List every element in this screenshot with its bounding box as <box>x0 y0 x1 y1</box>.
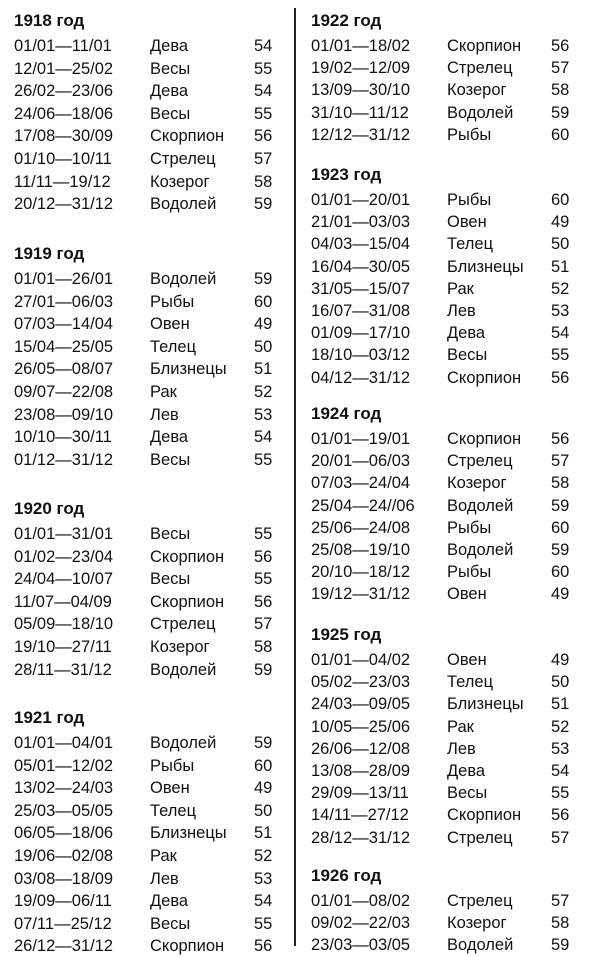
sign-number: 57 <box>551 59 570 78</box>
table-row <box>14 845 284 867</box>
zodiac-sign: Дева <box>150 892 189 911</box>
sign-number: 55 <box>254 59 273 78</box>
zodiac-sign: Водолей <box>447 496 514 515</box>
table-row <box>311 79 581 101</box>
date-range: 11/07—04/09 <box>14 592 112 611</box>
date-range: 05/09—18/10 <box>14 615 114 634</box>
table-row <box>14 358 284 380</box>
sign-number: 57 <box>551 452 570 471</box>
date-range: 24/03—09/05 <box>311 695 411 714</box>
date-range: 10/10—30/11 <box>14 428 112 447</box>
date-range: 07/11—25/12 <box>14 914 112 933</box>
date-range: 23/08—09/10 <box>14 405 114 424</box>
date-range: 01/01—26/01 <box>14 270 114 288</box>
zodiac-sign: Стрелец <box>447 892 513 910</box>
sign-number: 60 <box>551 125 570 144</box>
table-row <box>14 291 284 313</box>
table-row <box>14 546 284 568</box>
table-row <box>14 523 284 545</box>
table-row <box>14 591 284 613</box>
table-row <box>311 322 581 344</box>
date-range: 23/03—03/05 <box>311 936 411 955</box>
table-row <box>311 827 581 849</box>
zodiac-sign: Телец <box>150 801 197 820</box>
zodiac-sign: Весы <box>150 525 191 543</box>
table-row <box>14 381 284 403</box>
table-row <box>14 313 284 335</box>
date-range: 25/06—24/08 <box>311 518 411 537</box>
sign-number: 53 <box>551 302 570 320</box>
sign-number: 60 <box>551 563 570 582</box>
table-row <box>14 103 284 125</box>
table-row <box>14 636 284 658</box>
zodiac-sign: Стрелец <box>150 150 216 168</box>
sign-number: 56 <box>254 127 273 146</box>
table-row <box>14 613 284 635</box>
sign-number: 59 <box>551 103 570 122</box>
table-row <box>311 189 581 211</box>
zodiac-sign: Водолей <box>150 660 217 679</box>
zodiac-sign: Скорпион <box>150 547 225 566</box>
date-range: 01/01—20/01 <box>311 191 411 209</box>
date-range: 26/05—08/07 <box>14 360 114 379</box>
date-range: 28/11—31/12 <box>14 660 112 679</box>
zodiac-sign: Водолей <box>447 103 514 122</box>
sign-number: 49 <box>551 585 570 604</box>
date-range: 25/08—19/10 <box>311 541 411 559</box>
table-row <box>311 278 581 300</box>
table-row <box>311 583 581 605</box>
table-row <box>311 211 581 233</box>
table-row <box>311 495 581 517</box>
sign-number: 59 <box>254 734 273 752</box>
sign-number: 52 <box>551 279 570 298</box>
zodiac-sign: Дева <box>447 324 486 343</box>
sign-number: 54 <box>551 324 570 343</box>
date-range: 20/12—31/12 <box>14 195 114 214</box>
date-range: 05/02—23/03 <box>311 673 411 692</box>
date-range: 01/01—04/02 <box>311 651 411 669</box>
sign-number: 59 <box>551 496 570 515</box>
sign-number: 57 <box>254 150 273 168</box>
date-range: 31/10—11/12 <box>311 103 409 122</box>
sign-number: 55 <box>254 914 273 933</box>
zodiac-sign: Рыбы <box>447 191 492 209</box>
sign-number: 54 <box>254 428 273 447</box>
zodiac-sign: Скорпион <box>447 37 522 55</box>
year-heading: 1926 год <box>311 866 382 885</box>
date-range: 07/03—24/04 <box>311 474 411 493</box>
date-range: 01/12—31/12 <box>14 450 114 469</box>
table-row <box>311 738 581 760</box>
sign-number: 60 <box>254 292 273 311</box>
date-range: 13/02—24/03 <box>14 779 114 798</box>
sign-number: 51 <box>254 360 273 379</box>
sign-number: 52 <box>254 847 273 865</box>
date-range: 28/12—31/12 <box>311 828 411 847</box>
sign-number: 56 <box>551 430 570 448</box>
zodiac-sign: Рыбы <box>447 563 492 582</box>
zodiac-sign: Весы <box>447 346 488 365</box>
date-range: 09/07—22/08 <box>14 383 114 401</box>
date-range: 10/05—25/06 <box>311 717 411 736</box>
table-row <box>14 125 284 147</box>
date-range: 04/03—15/04 <box>311 235 411 254</box>
zodiac-sign: Рак <box>447 279 474 298</box>
zodiac-sign: Скорпион <box>447 430 522 448</box>
date-range: 26/06—12/08 <box>311 739 411 758</box>
date-range: 12/01—25/02 <box>14 59 114 78</box>
sign-number: 51 <box>551 695 570 714</box>
table-row <box>14 913 284 935</box>
date-range: 20/10—18/12 <box>311 563 411 582</box>
sign-number: 54 <box>254 892 273 911</box>
date-range: 25/03—05/05 <box>14 801 114 820</box>
date-range: 25/04—24//06 <box>311 496 415 515</box>
date-range: 01/01—04/01 <box>14 734 114 752</box>
zodiac-sign: Рыбы <box>150 756 195 775</box>
table-row <box>14 148 284 170</box>
sign-number: 56 <box>551 37 570 55</box>
zodiac-sign: Козерог <box>150 172 210 191</box>
date-range: 24/04—10/07 <box>14 570 114 589</box>
year-heading: 1922 год <box>311 11 382 30</box>
year-heading: 1924 год <box>311 404 382 423</box>
year-heading: 1923 год <box>311 165 382 184</box>
sign-number: 56 <box>551 806 570 825</box>
sign-number: 51 <box>254 824 273 843</box>
table-row <box>311 760 581 782</box>
table-row <box>14 868 284 890</box>
zodiac-sign: Водолей <box>150 270 217 288</box>
zodiac-sign: Дева <box>150 428 189 447</box>
sign-number: 60 <box>254 756 273 775</box>
sign-number: 49 <box>551 651 570 669</box>
zodiac-sign: Скорпион <box>447 806 522 825</box>
zodiac-sign: Козерог <box>447 81 507 100</box>
date-range: 11/11—19/12 <box>14 172 111 191</box>
zodiac-sign: Стрелец <box>150 615 216 634</box>
zodiac-sign: Телец <box>447 673 494 692</box>
zodiac-sign: Весы <box>447 784 488 803</box>
sign-number: 58 <box>254 638 273 656</box>
sign-number: 58 <box>254 172 273 191</box>
sign-number: 53 <box>551 739 570 758</box>
year-heading: 1919 год <box>14 244 85 263</box>
zodiac-sign: Весы <box>150 914 191 933</box>
sign-number: 54 <box>254 37 273 55</box>
table-row <box>311 57 581 79</box>
sign-number: 60 <box>551 518 570 537</box>
table-row <box>14 404 284 426</box>
sign-number: 58 <box>551 81 570 100</box>
year-heading: 1920 год <box>14 499 85 518</box>
zodiac-sign: Овен <box>447 213 487 232</box>
date-range: 19/02—12/09 <box>311 59 411 78</box>
date-range: 09/02—22/03 <box>311 914 411 933</box>
table-row <box>311 934 581 956</box>
zodiac-sign: Весы <box>150 104 191 123</box>
sign-number: 56 <box>254 592 273 611</box>
sign-number: 52 <box>551 717 570 736</box>
year-heading: 1918 год <box>14 11 85 30</box>
zodiac-sign: Близнецы <box>150 360 227 379</box>
zodiac-sign: Лев <box>447 302 476 320</box>
date-range: 16/07—31/08 <box>311 302 411 320</box>
date-range: 24/06—18/06 <box>14 104 114 123</box>
table-row <box>311 450 581 472</box>
zodiac-sign: Козерог <box>447 474 507 493</box>
table-row <box>14 822 284 844</box>
zodiac-sign: Козерог <box>150 638 210 656</box>
sign-number: 55 <box>254 525 273 543</box>
zodiac-sign: Дева <box>150 37 189 55</box>
sign-number: 59 <box>254 660 273 679</box>
sign-number: 49 <box>254 779 273 798</box>
sign-number: 57 <box>551 828 570 847</box>
table-row <box>14 777 284 799</box>
zodiac-sign: Рыбы <box>447 518 492 537</box>
table-row <box>311 539 581 561</box>
zodiac-sign: Стрелец <box>447 452 513 471</box>
date-range: 03/08—18/09 <box>14 869 114 888</box>
table-row <box>311 890 581 912</box>
table-row <box>14 426 284 448</box>
table-row <box>311 344 581 366</box>
date-range: 19/10—27/11 <box>14 638 112 656</box>
table-row <box>311 428 581 450</box>
sign-number: 60 <box>551 191 570 209</box>
date-range: 13/09—30/10 <box>311 81 411 100</box>
sign-number: 58 <box>551 914 570 933</box>
sign-number: 50 <box>254 337 273 356</box>
table-row <box>311 804 581 826</box>
table-row <box>311 124 581 146</box>
date-range: 01/01—11/01 <box>14 37 112 55</box>
table-row <box>14 449 284 471</box>
date-range: 26/02—23/06 <box>14 82 114 101</box>
zodiac-sign: Водолей <box>447 936 514 955</box>
zodiac-sign: Водолей <box>150 734 217 752</box>
date-range: 31/05—15/07 <box>311 279 411 298</box>
zodiac-sign: Весы <box>150 450 191 469</box>
zodiac-sign: Телец <box>150 337 197 356</box>
sign-number: 52 <box>254 383 273 401</box>
sign-number: 51 <box>551 257 570 276</box>
table-row <box>14 336 284 358</box>
year-heading: 1925 год <box>311 625 382 644</box>
date-range: 26/12—31/12 <box>14 937 114 956</box>
sign-number: 55 <box>254 104 273 123</box>
column-divider <box>294 8 296 946</box>
sign-number: 53 <box>254 869 273 888</box>
sign-number: 59 <box>254 195 273 214</box>
table-row <box>311 367 581 389</box>
date-range: 04/12—31/12 <box>311 368 411 387</box>
date-range: 19/09—06/11 <box>14 892 112 911</box>
zodiac-sign: Овен <box>150 315 190 334</box>
zodiac-sign: Рыбы <box>447 125 492 144</box>
table-row <box>311 517 581 539</box>
table-row <box>311 472 581 494</box>
table-row <box>14 732 284 754</box>
zodiac-sign: Стрелец <box>447 59 513 78</box>
date-range: 14/11—27/12 <box>311 806 409 825</box>
date-range: 17/08—30/09 <box>14 127 114 146</box>
date-range: 15/04—25/05 <box>14 337 114 356</box>
zodiac-sign: Скорпион <box>150 127 225 146</box>
sign-number: 50 <box>551 673 570 692</box>
sign-number: 59 <box>254 270 273 288</box>
zodiac-sign: Скорпион <box>150 937 225 956</box>
date-range: 06/05—18/06 <box>14 824 114 843</box>
table-row <box>311 912 581 934</box>
table-row <box>14 171 284 193</box>
table-row <box>311 561 581 583</box>
table-row <box>311 300 581 322</box>
sign-number: 57 <box>551 892 570 910</box>
zodiac-sign: Козерог <box>447 914 507 933</box>
zodiac-sign: Водолей <box>447 541 514 559</box>
zodiac-sign: Скорпион <box>447 368 522 387</box>
date-range: 05/01—12/02 <box>14 756 114 775</box>
date-range: 01/01—08/02 <box>311 892 411 910</box>
date-range: 16/04—30/05 <box>311 257 411 276</box>
sign-number: 56 <box>254 547 273 566</box>
zodiac-sign: Рыбы <box>150 292 195 311</box>
zodiac-sign: Лев <box>150 405 179 424</box>
zodiac-sign: Близнецы <box>447 695 524 714</box>
date-range: 29/09—13/11 <box>311 784 409 803</box>
table-row <box>14 800 284 822</box>
table-row <box>14 80 284 102</box>
table-row <box>311 102 581 124</box>
sign-number: 59 <box>551 936 570 955</box>
zodiac-sign: Водолей <box>150 195 217 214</box>
table-row <box>311 782 581 804</box>
sign-number: 54 <box>254 82 273 101</box>
table-row <box>14 659 284 681</box>
zodiac-sign: Дева <box>447 762 486 780</box>
zodiac-sign: Весы <box>150 570 191 589</box>
sign-number: 50 <box>551 235 570 254</box>
year-heading: 1921 год <box>14 708 85 727</box>
zodiac-sign: Лев <box>447 739 476 758</box>
sign-number: 49 <box>551 213 570 232</box>
date-range: 18/10—03/12 <box>311 346 411 365</box>
table-row <box>311 716 581 738</box>
zodiac-sign: Весы <box>150 59 191 78</box>
date-range: 19/12—31/12 <box>311 585 411 604</box>
zodiac-sign: Овен <box>150 779 190 798</box>
date-range: 01/02—23/04 <box>14 547 114 566</box>
date-range: 07/03—14/04 <box>14 315 114 334</box>
zodiac-sign: Близнецы <box>447 257 524 276</box>
table-row <box>311 35 581 57</box>
zodiac-sign: Рак <box>150 847 177 865</box>
zodiac-sign: Овен <box>447 585 487 604</box>
date-range: 27/01—06/03 <box>14 292 114 311</box>
zodiac-sign: Близнецы <box>150 824 227 843</box>
sign-number: 56 <box>254 937 273 956</box>
sign-number: 55 <box>254 570 273 589</box>
date-range: 01/10—10/11 <box>14 150 112 168</box>
date-range: 20/01—06/03 <box>311 452 411 471</box>
zodiac-sign: Стрелец <box>447 828 513 847</box>
sign-number: 53 <box>254 405 273 424</box>
table-row <box>311 233 581 255</box>
zodiac-sign: Рак <box>447 717 474 736</box>
sign-number: 50 <box>254 801 273 820</box>
sign-number: 54 <box>551 762 570 780</box>
date-range: 21/01—03/03 <box>311 213 411 232</box>
table-row <box>14 58 284 80</box>
sign-number: 56 <box>551 368 570 387</box>
table-row <box>14 935 284 957</box>
table-row <box>14 568 284 590</box>
zodiac-sign: Лев <box>150 869 179 888</box>
table-row <box>14 35 284 57</box>
table-row <box>14 268 284 290</box>
table-row <box>311 256 581 278</box>
table-row <box>14 193 284 215</box>
date-range: 01/09—17/10 <box>311 324 411 343</box>
zodiac-sign: Дева <box>150 82 189 101</box>
zodiac-sign: Телец <box>447 235 494 254</box>
sign-number: 49 <box>254 315 273 334</box>
sign-number: 58 <box>551 474 570 493</box>
table-row <box>14 755 284 777</box>
zodiac-sign: Овен <box>447 651 487 669</box>
date-range: 19/06—02/08 <box>14 847 114 865</box>
date-range: 01/01—18/02 <box>311 37 411 55</box>
sign-number: 55 <box>254 450 273 469</box>
sign-number: 55 <box>551 346 570 365</box>
sign-number: 57 <box>254 615 273 634</box>
table-row <box>311 671 581 693</box>
date-range: 13/08—28/09 <box>311 762 411 780</box>
table-row <box>311 649 581 671</box>
date-range: 01/01—19/01 <box>311 430 411 448</box>
date-range: 01/01—31/01 <box>14 525 114 543</box>
date-range: 12/12—31/12 <box>311 125 411 144</box>
table-row <box>311 693 581 715</box>
sign-number: 55 <box>551 784 570 803</box>
zodiac-sign: Скорпион <box>150 592 225 611</box>
table-row <box>14 890 284 912</box>
zodiac-sign: Рак <box>150 383 177 401</box>
sign-number: 59 <box>551 541 570 559</box>
